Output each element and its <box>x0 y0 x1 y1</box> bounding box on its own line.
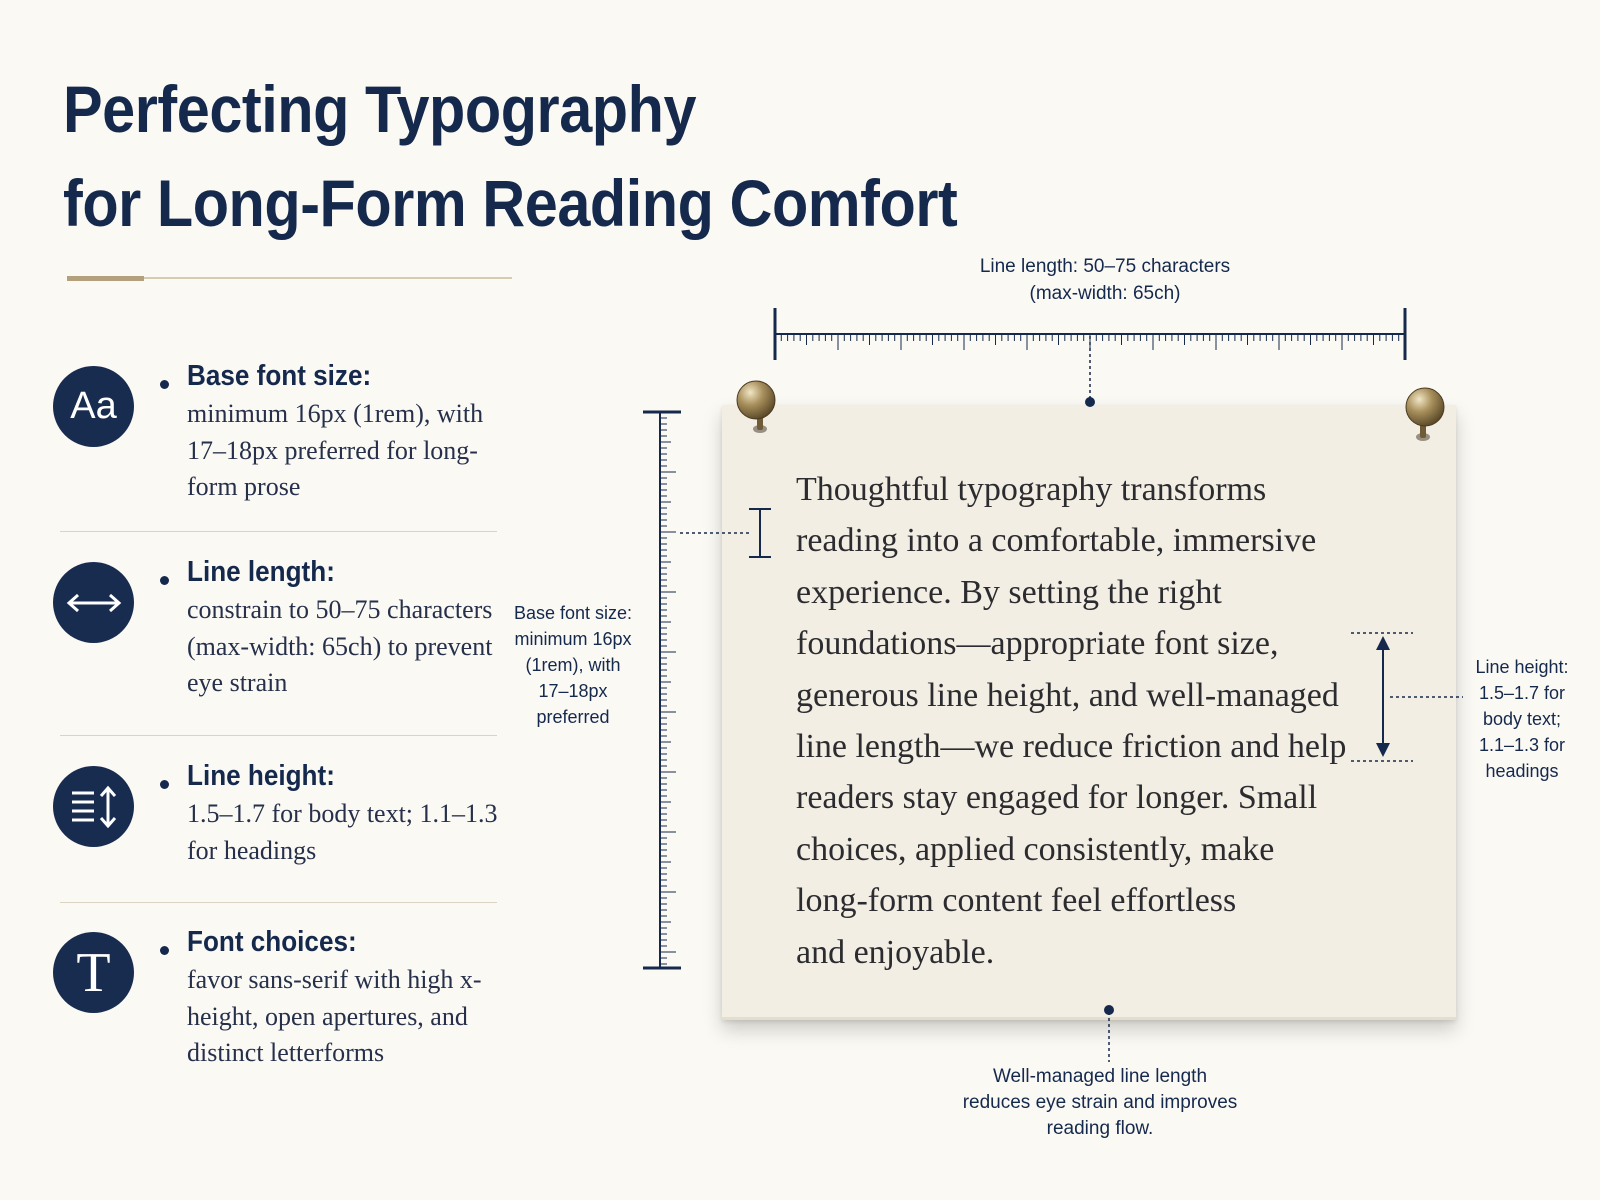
horizontal-ruler <box>775 308 1405 360</box>
top-connector-dot <box>1085 397 1095 407</box>
title-line-2: for Long-Form Reading Comfort <box>63 166 958 240</box>
bottom-label-line: Well-managed line length <box>992 1066 1208 1087</box>
left-ruler-label-line: minimum 16px <box>514 629 632 649</box>
font-choice-icon-glyph: T <box>76 941 111 1004</box>
line-height-label-line: 1.5–1.7 for <box>1478 683 1566 703</box>
font-size-icon-glyph: Aa <box>70 385 117 427</box>
guideline-heading: Base font size: <box>187 360 372 392</box>
top-ruler-label-line: Line length: 50–75 characters <box>979 256 1231 277</box>
font-size-bracket <box>749 509 771 557</box>
guideline-heading: Line length: <box>187 556 335 588</box>
paragraph-line: long-form content feel effortless <box>796 882 1237 920</box>
line-height-label-line: Line height: <box>1475 657 1569 677</box>
left-ruler-label-line: preferred <box>536 707 610 727</box>
line-height-label-line: headings <box>1485 761 1559 781</box>
vertical-ruler <box>643 412 681 968</box>
line-height-indicator <box>1351 633 1463 761</box>
guideline-heading: Line height: <box>187 760 335 792</box>
paragraph-line: choices, applied consistently, make <box>796 830 1275 868</box>
paragraph-line: foundations—appropriate font size, <box>796 625 1279 663</box>
line-height-label-line: body text; <box>1482 709 1562 729</box>
guideline-body: constrain to 50–75 characters (max-width: 65ch) to prevent eye strain <box>187 595 493 697</box>
guideline-heading: Font choices: <box>187 926 357 958</box>
left-ruler-label-line: 17–18px <box>538 681 608 701</box>
line-height-label-line: 1.1–1.3 for <box>1478 735 1566 755</box>
paragraph-line: generous line height, and well-managed <box>796 676 1339 714</box>
pin-left <box>737 381 775 433</box>
bottom-label-line: reduces eye strain and improves <box>962 1092 1238 1113</box>
paragraph-line: readers stay engaged for longer. Small <box>796 779 1318 817</box>
paragraph-line: Thoughtful typography transforms <box>796 471 1267 508</box>
bottom-label-line: reading flow. <box>1046 1118 1154 1139</box>
paragraph-line: line length—we reduce friction and help <box>796 728 1347 766</box>
title-line-1: Perfecting Typography <box>63 72 697 146</box>
guideline-body: minimum 16px (1rem), with 17–18px preferred for long-form prose <box>187 399 484 501</box>
pin-right <box>1406 388 1444 441</box>
guideline-body: favor sans-serif with high x-height, open apertures, and distinct letterforms <box>187 965 482 1067</box>
top-ruler-label-line: (max-width: 65ch) <box>1029 283 1181 304</box>
paragraph-line: experience. By setting the right <box>796 573 1222 611</box>
paragraph-line: reading into a comfortable, immersive <box>796 522 1317 560</box>
left-ruler-label-line: Base font size: <box>513 603 633 623</box>
left-ruler-label-line: (1rem), with <box>525 655 621 675</box>
guideline-body: 1.5–1.7 for body text; 1.1–1.3 for headings <box>187 799 498 865</box>
paragraph-line: and enjoyable. <box>796 933 995 971</box>
